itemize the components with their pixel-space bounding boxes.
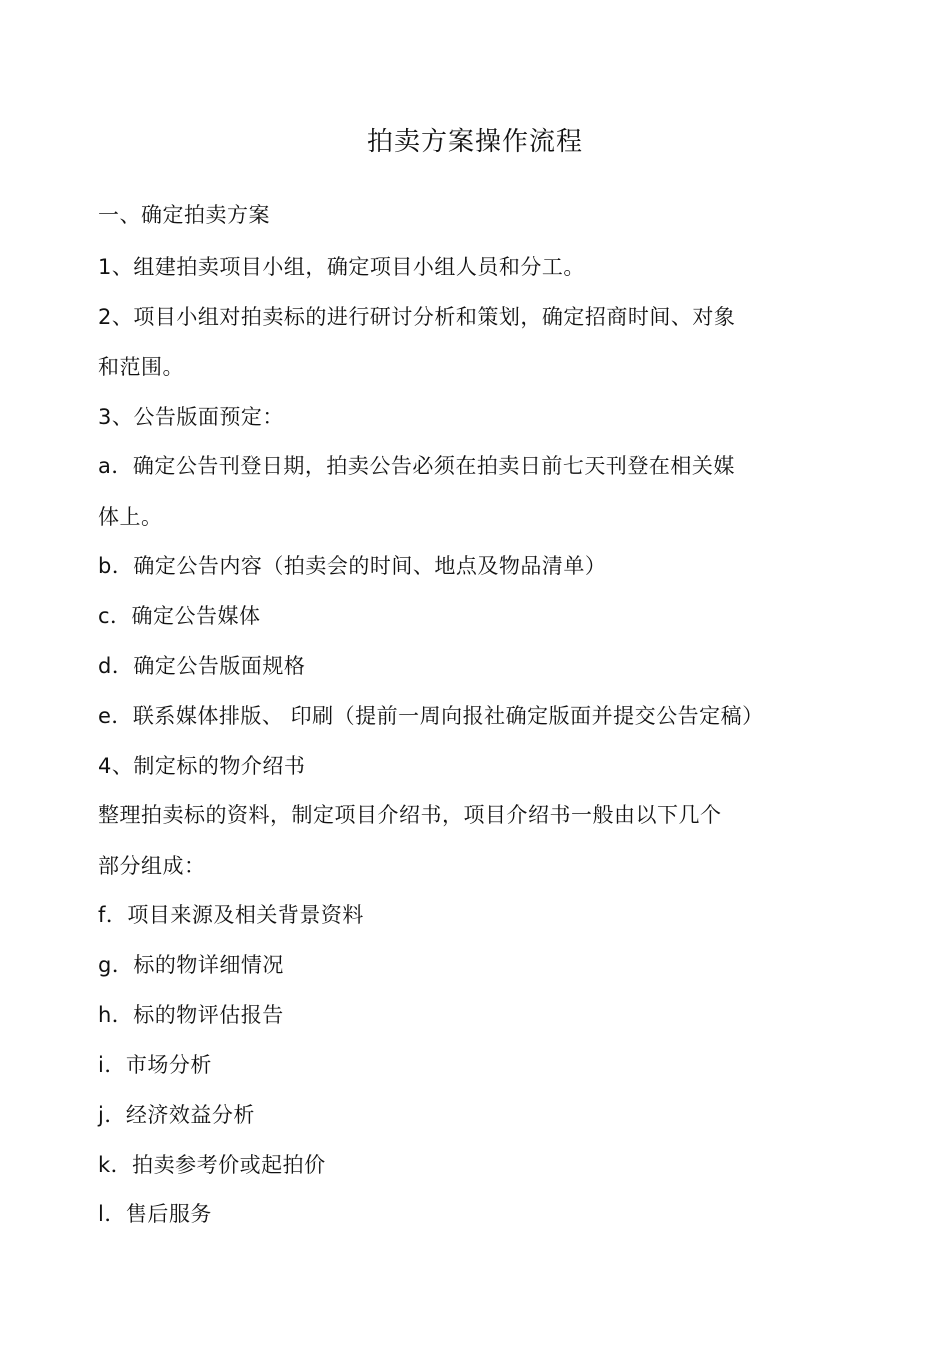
- paragraph-line: 3、公告版面预定：: [98, 405, 284, 429]
- paragraph-line: 和范围。: [98, 355, 184, 379]
- paragraph-line: d．确定公告版面规格: [98, 654, 306, 678]
- document-title: 拍卖方案操作流程: [366, 127, 583, 157]
- paragraph-line: c．确定公告媒体: [98, 604, 261, 628]
- paragraph-line: h．标的物评估报告: [98, 1003, 284, 1027]
- paragraph-line: f．项目来源及相关背景资料: [98, 903, 364, 927]
- paragraph-line: 4、制定标的物介绍书: [98, 754, 306, 778]
- paragraph-line: i．市场分析: [98, 1053, 212, 1077]
- paragraph-line: 部分组成：: [98, 854, 206, 878]
- section-heading: 一、确定拍卖方案: [98, 203, 270, 227]
- paragraph-line: 整理拍卖标的资料，制定项目介绍书，项目介绍书一般由以下几个: [98, 803, 722, 827]
- paragraph-line: 体上。: [98, 505, 163, 529]
- paragraph-line: l．售后服务: [98, 1202, 212, 1226]
- paragraph-line: g．标的物详细情况: [98, 953, 284, 977]
- paragraph-line: j．经济效益分析: [98, 1103, 255, 1127]
- paragraph-line: k．拍卖参考价或起拍价: [98, 1153, 326, 1177]
- paragraph-line: e．联系媒体排版、 印刷（提前一周向报社确定版面并提交公告定稿）: [98, 704, 764, 728]
- paragraph-line: 1、组建拍卖项目小组，确定项目小组人员和分工。: [98, 255, 585, 279]
- paragraph-line: a．确定公告刊登日期，拍卖公告必须在拍卖日前七天刊登在相关媒: [98, 454, 735, 478]
- paragraph-line: b．确定公告内容（拍卖会的时间、地点及物品清单）: [98, 554, 607, 578]
- paragraph-line: 2、项目小组对拍卖标的进行研讨分析和策划，确定招商时间、对象: [98, 305, 736, 329]
